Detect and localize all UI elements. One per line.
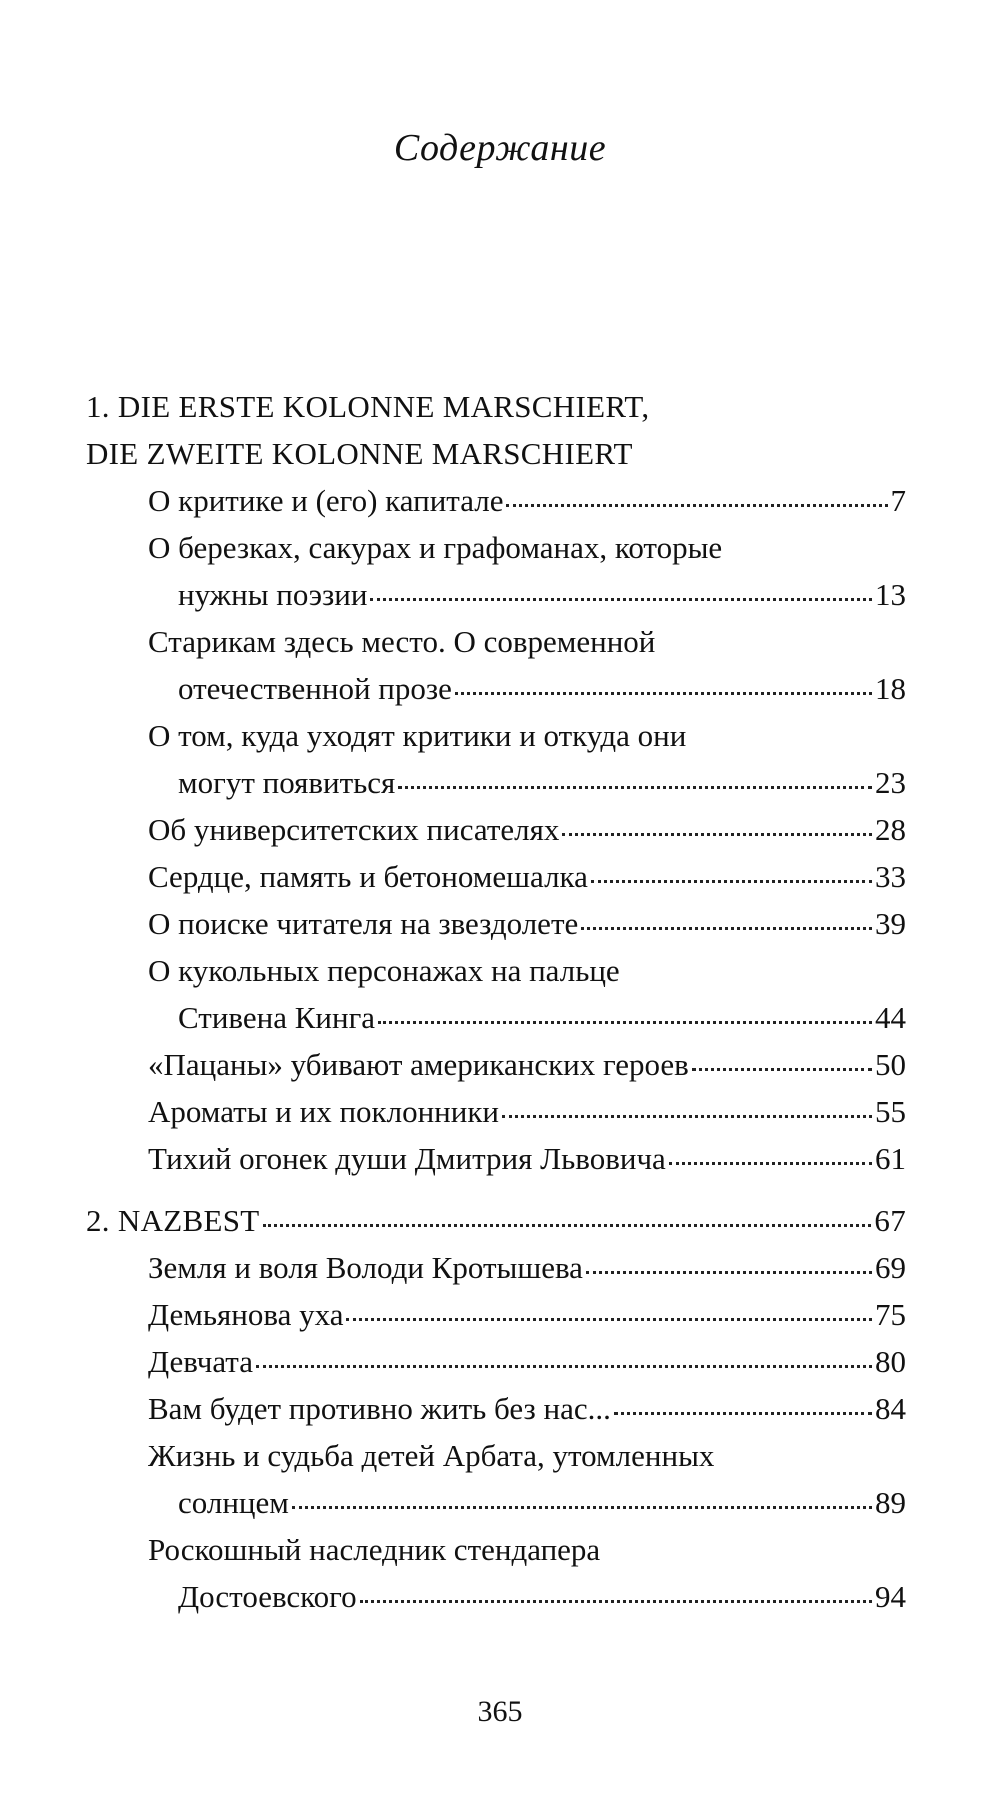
dot-leader [292, 1502, 872, 1509]
entry-title-cont: нужны поэзии [178, 577, 368, 612]
toc-entry[interactable] [148, 947, 906, 1041]
toc-entry[interactable] [148, 900, 906, 947]
entry-title-cont: могут появиться [178, 765, 396, 800]
entry-title: Девчата [148, 1344, 253, 1379]
dot-leader [360, 1596, 872, 1603]
toc-entry[interactable] [148, 712, 906, 806]
toc-entry[interactable] [148, 1385, 906, 1432]
entry-page: 33 [875, 859, 906, 894]
entry-title: Старикам здесь место. О современной [148, 624, 656, 659]
entry-title: «Пацаны» убивают американских героев [148, 1047, 689, 1082]
dot-leader [506, 500, 887, 507]
dot-leader [398, 782, 872, 789]
toc-entry[interactable] [148, 1526, 906, 1620]
entry-page: 61 [875, 1141, 906, 1176]
entry-title-cont: отечественной прозе [178, 671, 452, 706]
dot-leader [256, 1361, 872, 1368]
toc-entry[interactable] [148, 524, 906, 618]
entry-title: Демьянова уха [148, 1297, 344, 1332]
toc-entry[interactable] [148, 853, 906, 900]
dot-leader [591, 876, 872, 883]
dot-leader [455, 688, 872, 695]
toc-entry[interactable] [148, 1135, 906, 1182]
entry-title: Жизнь и судьба детей Арбата, утомленных [148, 1438, 715, 1473]
entry-title: Вам будет противно жить без нас... [148, 1391, 611, 1426]
entry-page: 44 [875, 1000, 906, 1035]
toc-entry[interactable] [148, 1041, 906, 1088]
entry-title: О кукольных персонажах на пальце [148, 953, 620, 988]
entry-title: Сердце, память и бетономешалка [148, 859, 588, 894]
entry-page: 55 [875, 1094, 906, 1129]
entry-page: 28 [875, 812, 906, 847]
entry-title: О критике и (его) капитале [148, 483, 504, 518]
dot-leader [263, 1220, 872, 1227]
entry-title: Ароматы и их поклонники [148, 1094, 500, 1129]
toc-entry[interactable] [148, 1244, 906, 1291]
toc-entry[interactable] [148, 1088, 906, 1135]
dot-leader [692, 1064, 872, 1071]
section-title-line: DIE ZWEITE KOLONNE MARSCHIERT [86, 436, 633, 471]
entry-page: 18 [875, 671, 906, 706]
dot-leader [502, 1111, 872, 1118]
section-title-row[interactable] [86, 1197, 906, 1244]
entry-page: 89 [875, 1485, 906, 1520]
toc-section-1 [86, 383, 906, 1182]
entry-title: Земля и воля Володи Кротышева [148, 1250, 583, 1285]
entry-page: 69 [875, 1250, 906, 1285]
entry-title-cont: Достоевского [178, 1579, 357, 1614]
entry-page: 80 [875, 1344, 906, 1379]
toc-entry[interactable] [148, 1338, 906, 1385]
entry-page: 23 [875, 765, 906, 800]
entry-title-cont: Стивена Кинга [178, 1000, 376, 1035]
entry-page: 84 [875, 1391, 906, 1426]
toc-entry[interactable] [148, 806, 906, 853]
toc-entry[interactable] [148, 618, 906, 712]
toc-entry[interactable] [148, 1291, 906, 1338]
dot-leader [669, 1158, 872, 1165]
section-spacer [86, 1182, 906, 1197]
dot-leader [586, 1267, 872, 1274]
dot-leader [562, 829, 872, 836]
toc-section-2 [86, 1197, 906, 1620]
page-title: Содержание [393, 127, 607, 169]
entry-page: 7 [890, 483, 906, 518]
dot-leader [614, 1408, 872, 1415]
entry-page: 13 [875, 577, 906, 612]
page-number: 365 [477, 1695, 523, 1728]
dot-leader [370, 594, 872, 601]
dot-leader [378, 1017, 872, 1024]
toc-entry[interactable] [148, 477, 906, 524]
entry-title: Об университетских писателях [148, 812, 560, 847]
entry-title: Тихий огонек души Дмитрия Львовича [148, 1141, 666, 1176]
dot-leader [346, 1314, 872, 1321]
dot-leader [581, 923, 872, 930]
entry-title: О поиске читателя на звездолете [148, 906, 579, 941]
entry-title: О том, куда уходят критики и откуда они [148, 718, 687, 753]
table-of-contents [86, 383, 906, 1620]
section-page: 67 [874, 1203, 906, 1238]
entry-page: 50 [875, 1047, 906, 1082]
toc-entry[interactable] [148, 1432, 906, 1526]
entry-title: О березках, сакурах и графоманах, которые [148, 530, 723, 565]
entry-page: 94 [875, 1579, 906, 1614]
entry-title: Роскошный наследник стендапера [148, 1532, 601, 1567]
entry-page: 39 [875, 906, 906, 941]
entry-page: 75 [875, 1297, 906, 1332]
entry-title-cont: солнцем [178, 1485, 289, 1520]
section-title: 2. NAZBEST [86, 1203, 260, 1238]
section-title-line: 1. DIE ERSTE KOLONNE MARSCHIERT, [86, 389, 650, 424]
